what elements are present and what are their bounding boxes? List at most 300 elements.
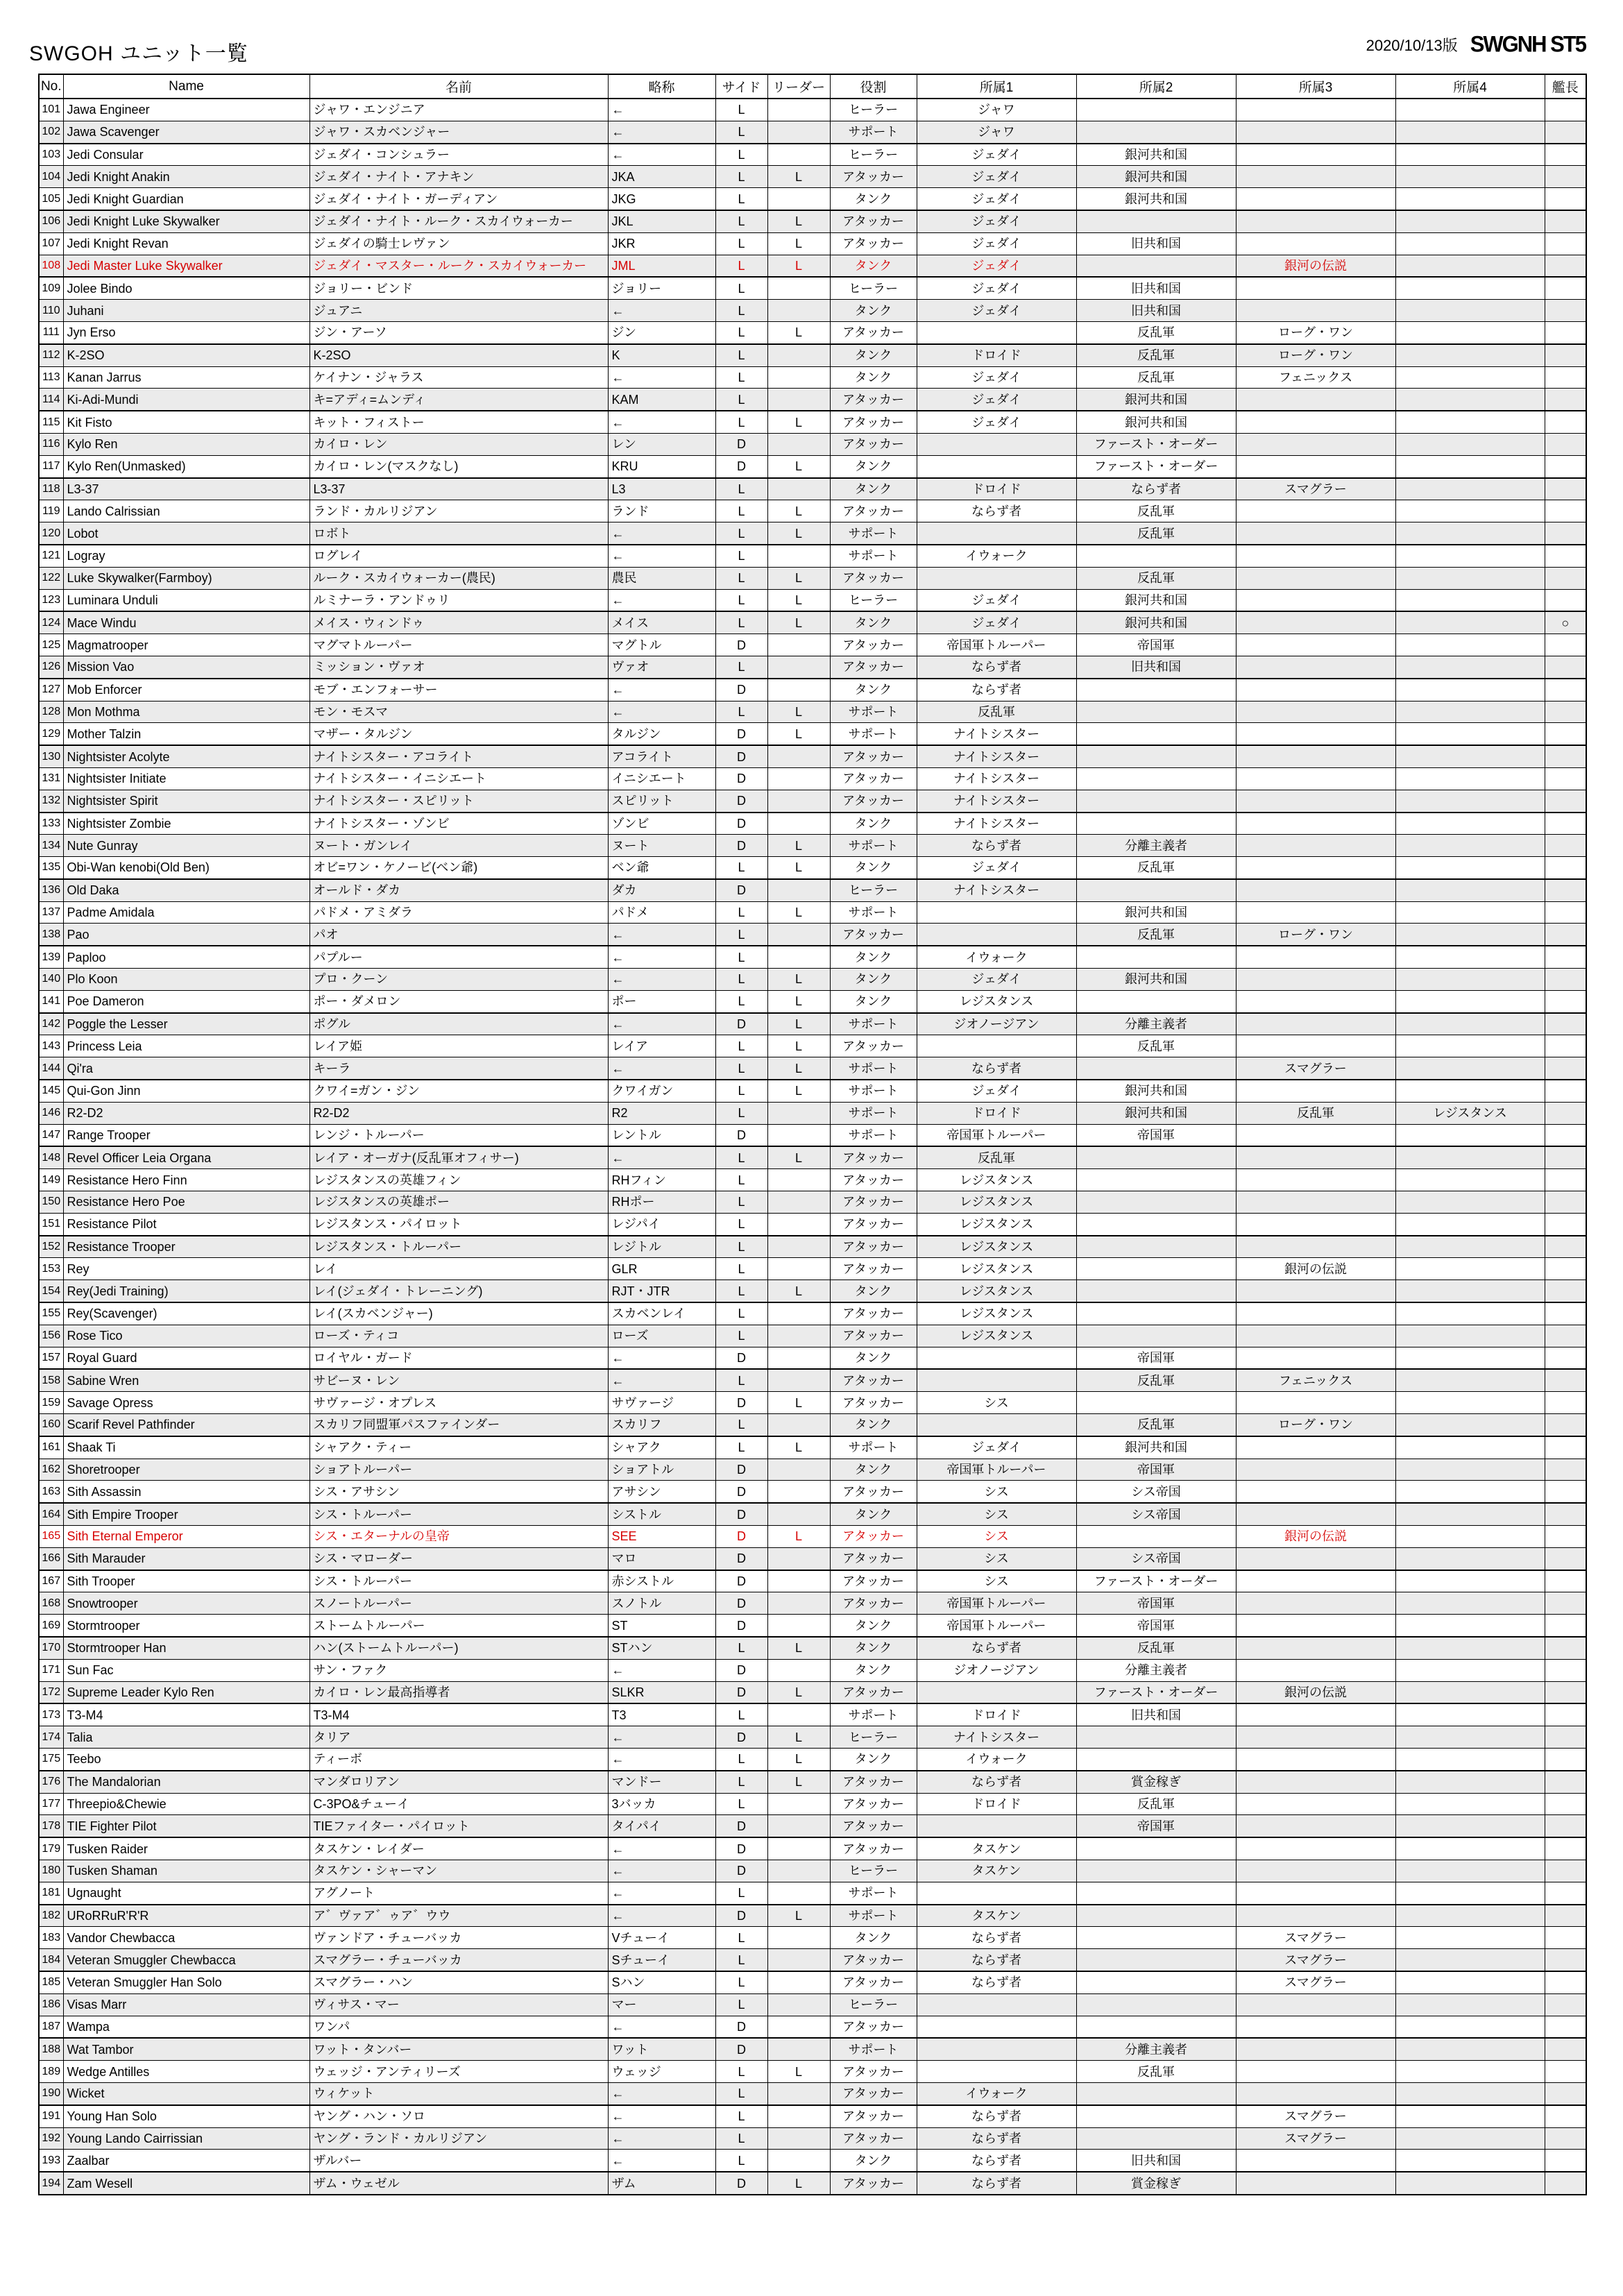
cell-aff1: ドロイド xyxy=(917,344,1076,366)
cell-leader: L xyxy=(767,455,830,477)
cell-role: タンク xyxy=(830,366,917,389)
cell-aff4 xyxy=(1395,1280,1545,1302)
cell-aff2: 帝国軍 xyxy=(1076,1592,1236,1615)
cell-captain xyxy=(1545,455,1586,477)
cell-aff4 xyxy=(1395,813,1545,835)
cell-name: Stormtrooper xyxy=(63,1615,309,1637)
cell-no: 111 xyxy=(39,321,63,343)
table-row xyxy=(39,1927,1586,1949)
cell-abbr: 赤シストル xyxy=(608,1570,715,1592)
cell-aff2 xyxy=(1076,813,1236,835)
cell-aff1: ジェダイ xyxy=(917,277,1076,299)
table-row xyxy=(39,1102,1586,1124)
cell-role: アタッカー xyxy=(830,1369,917,1391)
cell-name: Resistance Hero Poe xyxy=(63,1191,309,1214)
cell-abbr: ← xyxy=(608,946,715,968)
cell-jname: カイロ・レン最高指導者 xyxy=(309,1681,608,1703)
cell-side: D xyxy=(715,634,767,656)
cell-role: タンク xyxy=(830,1459,917,1481)
cell-leader: L xyxy=(767,321,830,343)
cell-name: Jedi Master Luke Skywalker xyxy=(63,255,309,277)
cell-aff4 xyxy=(1395,1860,1545,1882)
cell-role: アタッカー xyxy=(830,166,917,188)
cell-aff3 xyxy=(1236,210,1395,232)
cell-name: Resistance Hero Finn xyxy=(63,1169,309,1191)
cell-aff1: ならず者 xyxy=(917,1057,1076,1080)
cell-aff1: ジェダイ xyxy=(917,366,1076,389)
cell-aff1 xyxy=(917,567,1076,589)
cell-jname: ナイトシスター・イニシエート xyxy=(309,767,608,790)
cell-captain xyxy=(1545,723,1586,745)
cell-aff4 xyxy=(1395,1993,1545,2016)
cell-aff3 xyxy=(1236,1905,1395,1927)
cell-aff3 xyxy=(1236,790,1395,812)
cell-leader: L xyxy=(767,1392,830,1414)
cell-leader: L xyxy=(767,567,830,589)
cell-jname: カイロ・レン xyxy=(309,433,608,455)
cell-side: L xyxy=(715,1414,767,1436)
table-row xyxy=(39,1547,1586,1570)
cell-aff1: 反乱軍 xyxy=(917,701,1076,723)
cell-name: Rey(Jedi Training) xyxy=(63,1280,309,1302)
cell-name: Lando Calrissian xyxy=(63,500,309,522)
cell-captain xyxy=(1545,790,1586,812)
cell-abbr: マグトル xyxy=(608,634,715,656)
cell-abbr: マー xyxy=(608,1993,715,2016)
cell-leader xyxy=(767,2105,830,2127)
cell-jname: ルーク・スカイウォーカー(農民) xyxy=(309,567,608,589)
cell-aff4 xyxy=(1395,2061,1545,2083)
cell-leader xyxy=(767,344,830,366)
cell-aff3 xyxy=(1236,634,1395,656)
cell-aff3 xyxy=(1236,1726,1395,1749)
cell-name: Wat Tambor xyxy=(63,2038,309,2060)
cell-no: 136 xyxy=(39,879,63,901)
cell-captain xyxy=(1545,1949,1586,1971)
cell-aff3 xyxy=(1236,990,1395,1012)
cell-side: D xyxy=(715,1503,767,1525)
cell-role: アタッカー xyxy=(830,790,917,812)
cell-aff4 xyxy=(1395,745,1545,767)
table-row xyxy=(39,634,1586,656)
cell-role: ヒーラー xyxy=(830,1726,917,1749)
cell-jname: シス・トルーパー xyxy=(309,1570,608,1592)
cell-aff2 xyxy=(1076,701,1236,723)
cell-aff3 xyxy=(1236,2172,1395,2195)
cell-captain xyxy=(1545,188,1586,210)
cell-aff1: シス xyxy=(917,1503,1076,1525)
cell-jname: ローズ・ティコ xyxy=(309,1325,608,1347)
cell-name: Young Lando Cairrissian xyxy=(63,2127,309,2150)
cell-aff1: ならず者 xyxy=(917,1771,1076,1793)
cell-aff1: ジェダイ xyxy=(917,166,1076,188)
cell-aff4 xyxy=(1395,1124,1545,1146)
cell-jname: マンダロリアン xyxy=(309,1771,608,1793)
cell-aff1 xyxy=(917,1369,1076,1391)
cell-aff4 xyxy=(1395,455,1545,477)
cell-aff3 xyxy=(1236,1547,1395,1570)
cell-aff3 xyxy=(1236,1035,1395,1057)
cell-no: 122 xyxy=(39,567,63,589)
swgnh-st5-logo: SWGNH ST5 xyxy=(1470,31,1586,57)
cell-abbr: スピリット xyxy=(608,790,715,812)
cell-aff4 xyxy=(1395,1503,1545,1525)
cell-aff4 xyxy=(1395,2150,1545,2172)
cell-abbr: ヌート xyxy=(608,835,715,857)
cell-role: サポート xyxy=(830,1124,917,1146)
cell-name: Obi-Wan kenobi(Old Ben) xyxy=(63,857,309,879)
cell-aff2 xyxy=(1076,1993,1236,2016)
cell-no: 168 xyxy=(39,1592,63,1615)
cell-aff3: ローグ・ワン xyxy=(1236,1414,1395,1436)
cell-jname: TIEファイター・パイロット xyxy=(309,1815,608,1837)
cell-aff2 xyxy=(1076,2127,1236,2150)
cell-aff1: ジェダイ xyxy=(917,611,1076,633)
cell-aff3: 銀河の伝説 xyxy=(1236,1258,1395,1280)
cell-captain xyxy=(1545,990,1586,1012)
cell-captain xyxy=(1545,1169,1586,1191)
cell-abbr: タルジン xyxy=(608,723,715,745)
cell-name: Jawa Scavenger xyxy=(63,121,309,143)
cell-aff1: ジオノージアン xyxy=(917,1013,1076,1035)
cell-leader xyxy=(767,634,830,656)
cell-aff2: 銀河共和国 xyxy=(1076,1080,1236,1102)
cell-captain xyxy=(1545,1570,1586,1592)
table-row xyxy=(39,946,1586,968)
cell-aff3 xyxy=(1236,1837,1395,1860)
cell-aff4 xyxy=(1395,567,1545,589)
cell-abbr: GLR xyxy=(608,1258,715,1280)
cell-name: R2-D2 xyxy=(63,1102,309,1124)
cell-captain xyxy=(1545,1280,1586,1302)
cell-abbr: JKL xyxy=(608,210,715,232)
cell-role: アタッカー xyxy=(830,2172,917,2195)
cell-aff4 xyxy=(1395,924,1545,946)
cell-side: L xyxy=(715,277,767,299)
cell-aff4 xyxy=(1395,679,1545,701)
cell-role: サポート xyxy=(830,545,917,567)
cell-aff4 xyxy=(1395,1592,1545,1615)
cell-jname: レンジ・トルーパー xyxy=(309,1124,608,1146)
cell-captain xyxy=(1545,2150,1586,2172)
cell-aff3 xyxy=(1236,1860,1395,1882)
cell-aff4 xyxy=(1395,500,1545,522)
cell-side: L xyxy=(715,300,767,322)
cell-role: サポート xyxy=(830,522,917,545)
cell-no: 148 xyxy=(39,1146,63,1168)
table-row xyxy=(39,813,1586,835)
cell-aff3 xyxy=(1236,1347,1395,1369)
cell-no: 166 xyxy=(39,1547,63,1570)
cell-aff2: 銀河共和国 xyxy=(1076,389,1236,411)
table-row xyxy=(39,790,1586,812)
table-row xyxy=(39,1124,1586,1146)
cell-no: 143 xyxy=(39,1035,63,1057)
cell-name: Juhani xyxy=(63,300,309,322)
cell-abbr: レントル xyxy=(608,1124,715,1146)
cell-side: D xyxy=(715,433,767,455)
cell-aff4 xyxy=(1395,433,1545,455)
cell-aff3 xyxy=(1236,545,1395,567)
cell-aff4 xyxy=(1395,366,1545,389)
cell-aff1: ジェダイ xyxy=(917,411,1076,433)
cell-role: アタッカー xyxy=(830,500,917,522)
cell-no: 139 xyxy=(39,946,63,968)
cell-aff3 xyxy=(1236,767,1395,790)
table-row xyxy=(39,1659,1586,1681)
cell-aff3: スマグラー xyxy=(1236,1057,1395,1080)
cell-jname: サヴァージ・オプレス xyxy=(309,1392,608,1414)
cell-leader xyxy=(767,1102,830,1124)
cell-abbr: ← xyxy=(608,1369,715,1391)
cell-aff3 xyxy=(1236,1637,1395,1659)
cell-role: ヒーラー xyxy=(830,144,917,166)
cell-aff4 xyxy=(1395,1080,1545,1102)
table-row xyxy=(39,656,1586,678)
cell-leader: L xyxy=(767,1013,830,1035)
cell-name: Veteran Smuggler Han Solo xyxy=(63,1971,309,1993)
cell-aff3 xyxy=(1236,2061,1395,2083)
cell-name: Jedi Knight Luke Skywalker xyxy=(63,210,309,232)
cell-role: アタッカー xyxy=(830,1570,917,1592)
cell-aff2: 分離主義者 xyxy=(1076,1659,1236,1681)
cell-leader xyxy=(767,2082,830,2104)
table-row xyxy=(39,1570,1586,1592)
cell-abbr: ← xyxy=(608,99,715,121)
cell-captain xyxy=(1545,2061,1586,2083)
cell-captain xyxy=(1545,1703,1586,1726)
cell-side: D xyxy=(715,767,767,790)
cell-role: タンク xyxy=(830,1414,917,1436)
cell-aff3 xyxy=(1236,1124,1395,1146)
cell-name: Sith Marauder xyxy=(63,1547,309,1570)
table-row xyxy=(39,1080,1586,1102)
cell-captain xyxy=(1545,321,1586,343)
cell-side: L xyxy=(715,166,767,188)
cell-leader: L xyxy=(767,2061,830,2083)
cell-aff3: ローグ・ワン xyxy=(1236,321,1395,343)
cell-aff4 xyxy=(1395,1481,1545,1503)
cell-role: サポート xyxy=(830,701,917,723)
cell-aff4 xyxy=(1395,790,1545,812)
cell-no: 138 xyxy=(39,924,63,946)
cell-aff2 xyxy=(1076,255,1236,277)
cell-no: 191 xyxy=(39,2105,63,2127)
cell-role: タンク xyxy=(830,1637,917,1659)
column-header-no: No. xyxy=(39,74,63,99)
cell-aff1: シス xyxy=(917,1481,1076,1503)
cell-side: D xyxy=(715,1547,767,1570)
cell-no: 162 xyxy=(39,1459,63,1481)
cell-aff4 xyxy=(1395,1057,1545,1080)
cell-aff1 xyxy=(917,455,1076,477)
cell-name: Kanan Jarrus xyxy=(63,366,309,389)
cell-no: 141 xyxy=(39,990,63,1012)
cell-aff2: 旧共和国 xyxy=(1076,1703,1236,1726)
cell-jname: ランド・カルリジアン xyxy=(309,500,608,522)
cell-aff1: ナイトシスター xyxy=(917,1726,1076,1749)
cell-aff3 xyxy=(1236,1703,1395,1726)
cell-jname: ジェダイ・マスター・ルーク・スカイウォーカー xyxy=(309,255,608,277)
cell-side: L xyxy=(715,121,767,143)
cell-name: Nightsister Initiate xyxy=(63,767,309,790)
cell-leader xyxy=(767,946,830,968)
cell-jname: レイ(スカベンジャー) xyxy=(309,1302,608,1325)
cell-abbr: ← xyxy=(608,411,715,433)
cell-no: 174 xyxy=(39,1726,63,1749)
cell-abbr: ← xyxy=(608,1837,715,1860)
cell-jname: ハン(ストームトルーパー) xyxy=(309,1637,608,1659)
cell-captain xyxy=(1545,1927,1586,1949)
cell-aff4 xyxy=(1395,1325,1545,1347)
cell-aff2: 反乱軍 xyxy=(1076,857,1236,879)
cell-aff1: レジスタンス xyxy=(917,1169,1076,1191)
cell-leader xyxy=(767,1213,830,1235)
cell-no: 159 xyxy=(39,1392,63,1414)
cell-role: タンク xyxy=(830,344,917,366)
cell-role: ヒーラー xyxy=(830,99,917,121)
cell-aff1: ドロイド xyxy=(917,1703,1076,1726)
cell-side: D xyxy=(715,1860,767,1882)
cell-side: L xyxy=(715,1035,767,1057)
cell-aff1: タスケン xyxy=(917,1905,1076,1927)
cell-side: D xyxy=(715,1526,767,1548)
cell-role: タンク xyxy=(830,1927,917,1949)
table-row xyxy=(39,969,1586,991)
cell-aff4 xyxy=(1395,1971,1545,1993)
cell-jname: ルミナーラ・アンドゥリ xyxy=(309,589,608,611)
cell-side: D xyxy=(715,745,767,767)
table-row xyxy=(39,232,1586,255)
cell-role: サポート xyxy=(830,723,917,745)
cell-aff3 xyxy=(1236,701,1395,723)
cell-jname: シス・トルーパー xyxy=(309,1503,608,1525)
cell-aff2: 旧共和国 xyxy=(1076,656,1236,678)
cell-captain xyxy=(1545,1726,1586,1749)
cell-leader xyxy=(767,1927,830,1949)
cell-side: D xyxy=(715,455,767,477)
cell-jname: ヌート・ガンレイ xyxy=(309,835,608,857)
table-row xyxy=(39,1703,1586,1726)
cell-side: L xyxy=(715,857,767,879)
cell-captain xyxy=(1545,1971,1586,1993)
cell-jname: カイロ・レン(マスクなし) xyxy=(309,455,608,477)
cell-aff4 xyxy=(1395,767,1545,790)
cell-side: L xyxy=(715,656,767,678)
cell-abbr: KRU xyxy=(608,455,715,477)
cell-no: 105 xyxy=(39,188,63,210)
cell-aff2 xyxy=(1076,1748,1236,1770)
table-row xyxy=(39,1748,1586,1770)
cell-side: L xyxy=(715,1146,767,1168)
cell-name: Nute Gunray xyxy=(63,835,309,857)
table-row xyxy=(39,1860,1586,1882)
cell-jname: ジェダイ・コンシュラー xyxy=(309,144,608,166)
table-row xyxy=(39,589,1586,611)
cell-name: Kylo Ren(Unmasked) xyxy=(63,455,309,477)
cell-jname: レイ(ジェダイ・トレーニング) xyxy=(309,1280,608,1302)
cell-abbr: R2 xyxy=(608,1102,715,1124)
cell-aff1: ナイトシスター xyxy=(917,767,1076,790)
cell-no: 164 xyxy=(39,1503,63,1525)
cell-name: Jedi Knight Anakin xyxy=(63,166,309,188)
cell-aff3 xyxy=(1236,1570,1395,1592)
cell-aff4 xyxy=(1395,901,1545,924)
cell-aff1 xyxy=(917,1347,1076,1369)
cell-leader: L xyxy=(767,835,830,857)
cell-no: 186 xyxy=(39,1993,63,2016)
cell-captain xyxy=(1545,2105,1586,2127)
cell-no: 132 xyxy=(39,790,63,812)
table-row xyxy=(39,1436,1586,1459)
cell-aff1: イウォーク xyxy=(917,2082,1076,2104)
cell-aff3 xyxy=(1236,1302,1395,1325)
cell-captain xyxy=(1545,389,1586,411)
cell-name: K-2SO xyxy=(63,344,309,366)
cell-no: 108 xyxy=(39,255,63,277)
cell-no: 155 xyxy=(39,1302,63,1325)
cell-role: アタッカー xyxy=(830,1793,917,1815)
cell-aff4 xyxy=(1395,1146,1545,1168)
cell-abbr: Vチューイ xyxy=(608,1927,715,1949)
cell-captain xyxy=(1545,2127,1586,2150)
cell-jname: タスケン・シャーマン xyxy=(309,1860,608,1882)
cell-aff3 xyxy=(1236,1080,1395,1102)
table-row xyxy=(39,2150,1586,2172)
cell-jname: タスケン・レイダー xyxy=(309,1837,608,1860)
column-header-jname: 名前 xyxy=(309,74,608,99)
cell-role: タンク xyxy=(830,990,917,1012)
table-row xyxy=(39,745,1586,767)
cell-side: D xyxy=(715,1392,767,1414)
cell-role: アタッカー xyxy=(830,567,917,589)
cell-side: L xyxy=(715,545,767,567)
table-row xyxy=(39,1905,1586,1927)
cell-abbr: ← xyxy=(608,545,715,567)
cell-aff3 xyxy=(1236,389,1395,411)
table-row xyxy=(39,522,1586,545)
cell-jname: マザー・タルジン xyxy=(309,723,608,745)
cell-aff3 xyxy=(1236,2082,1395,2104)
cell-no: 135 xyxy=(39,857,63,879)
cell-no: 114 xyxy=(39,389,63,411)
cell-aff1 xyxy=(917,1882,1076,1904)
cell-jname: ストームトルーパー xyxy=(309,1615,608,1637)
cell-side: L xyxy=(715,1236,767,1258)
cell-aff1: シス xyxy=(917,1392,1076,1414)
cell-captain xyxy=(1545,1481,1586,1503)
cell-role: アタッカー xyxy=(830,1392,917,1414)
cell-role: サポート xyxy=(830,1905,917,1927)
cell-aff1: レジスタンス xyxy=(917,1325,1076,1347)
cell-captain xyxy=(1545,1905,1586,1927)
cell-leader xyxy=(767,2127,830,2150)
cell-captain xyxy=(1545,1325,1586,1347)
table-row xyxy=(39,545,1586,567)
cell-leader xyxy=(767,1837,830,1860)
cell-side: D xyxy=(715,679,767,701)
cell-aff2: 分離主義者 xyxy=(1076,1013,1236,1035)
cell-aff4 xyxy=(1395,1659,1545,1681)
unit-table xyxy=(38,74,1587,2195)
cell-leader xyxy=(767,1258,830,1280)
table-row xyxy=(39,1280,1586,1302)
cell-jname: ミッション・ヴァオ xyxy=(309,656,608,678)
cell-aff4 xyxy=(1395,144,1545,166)
cell-role: アタッカー xyxy=(830,1681,917,1703)
cell-role: サポート xyxy=(830,2038,917,2060)
cell-aff1: タスケン xyxy=(917,1837,1076,1860)
